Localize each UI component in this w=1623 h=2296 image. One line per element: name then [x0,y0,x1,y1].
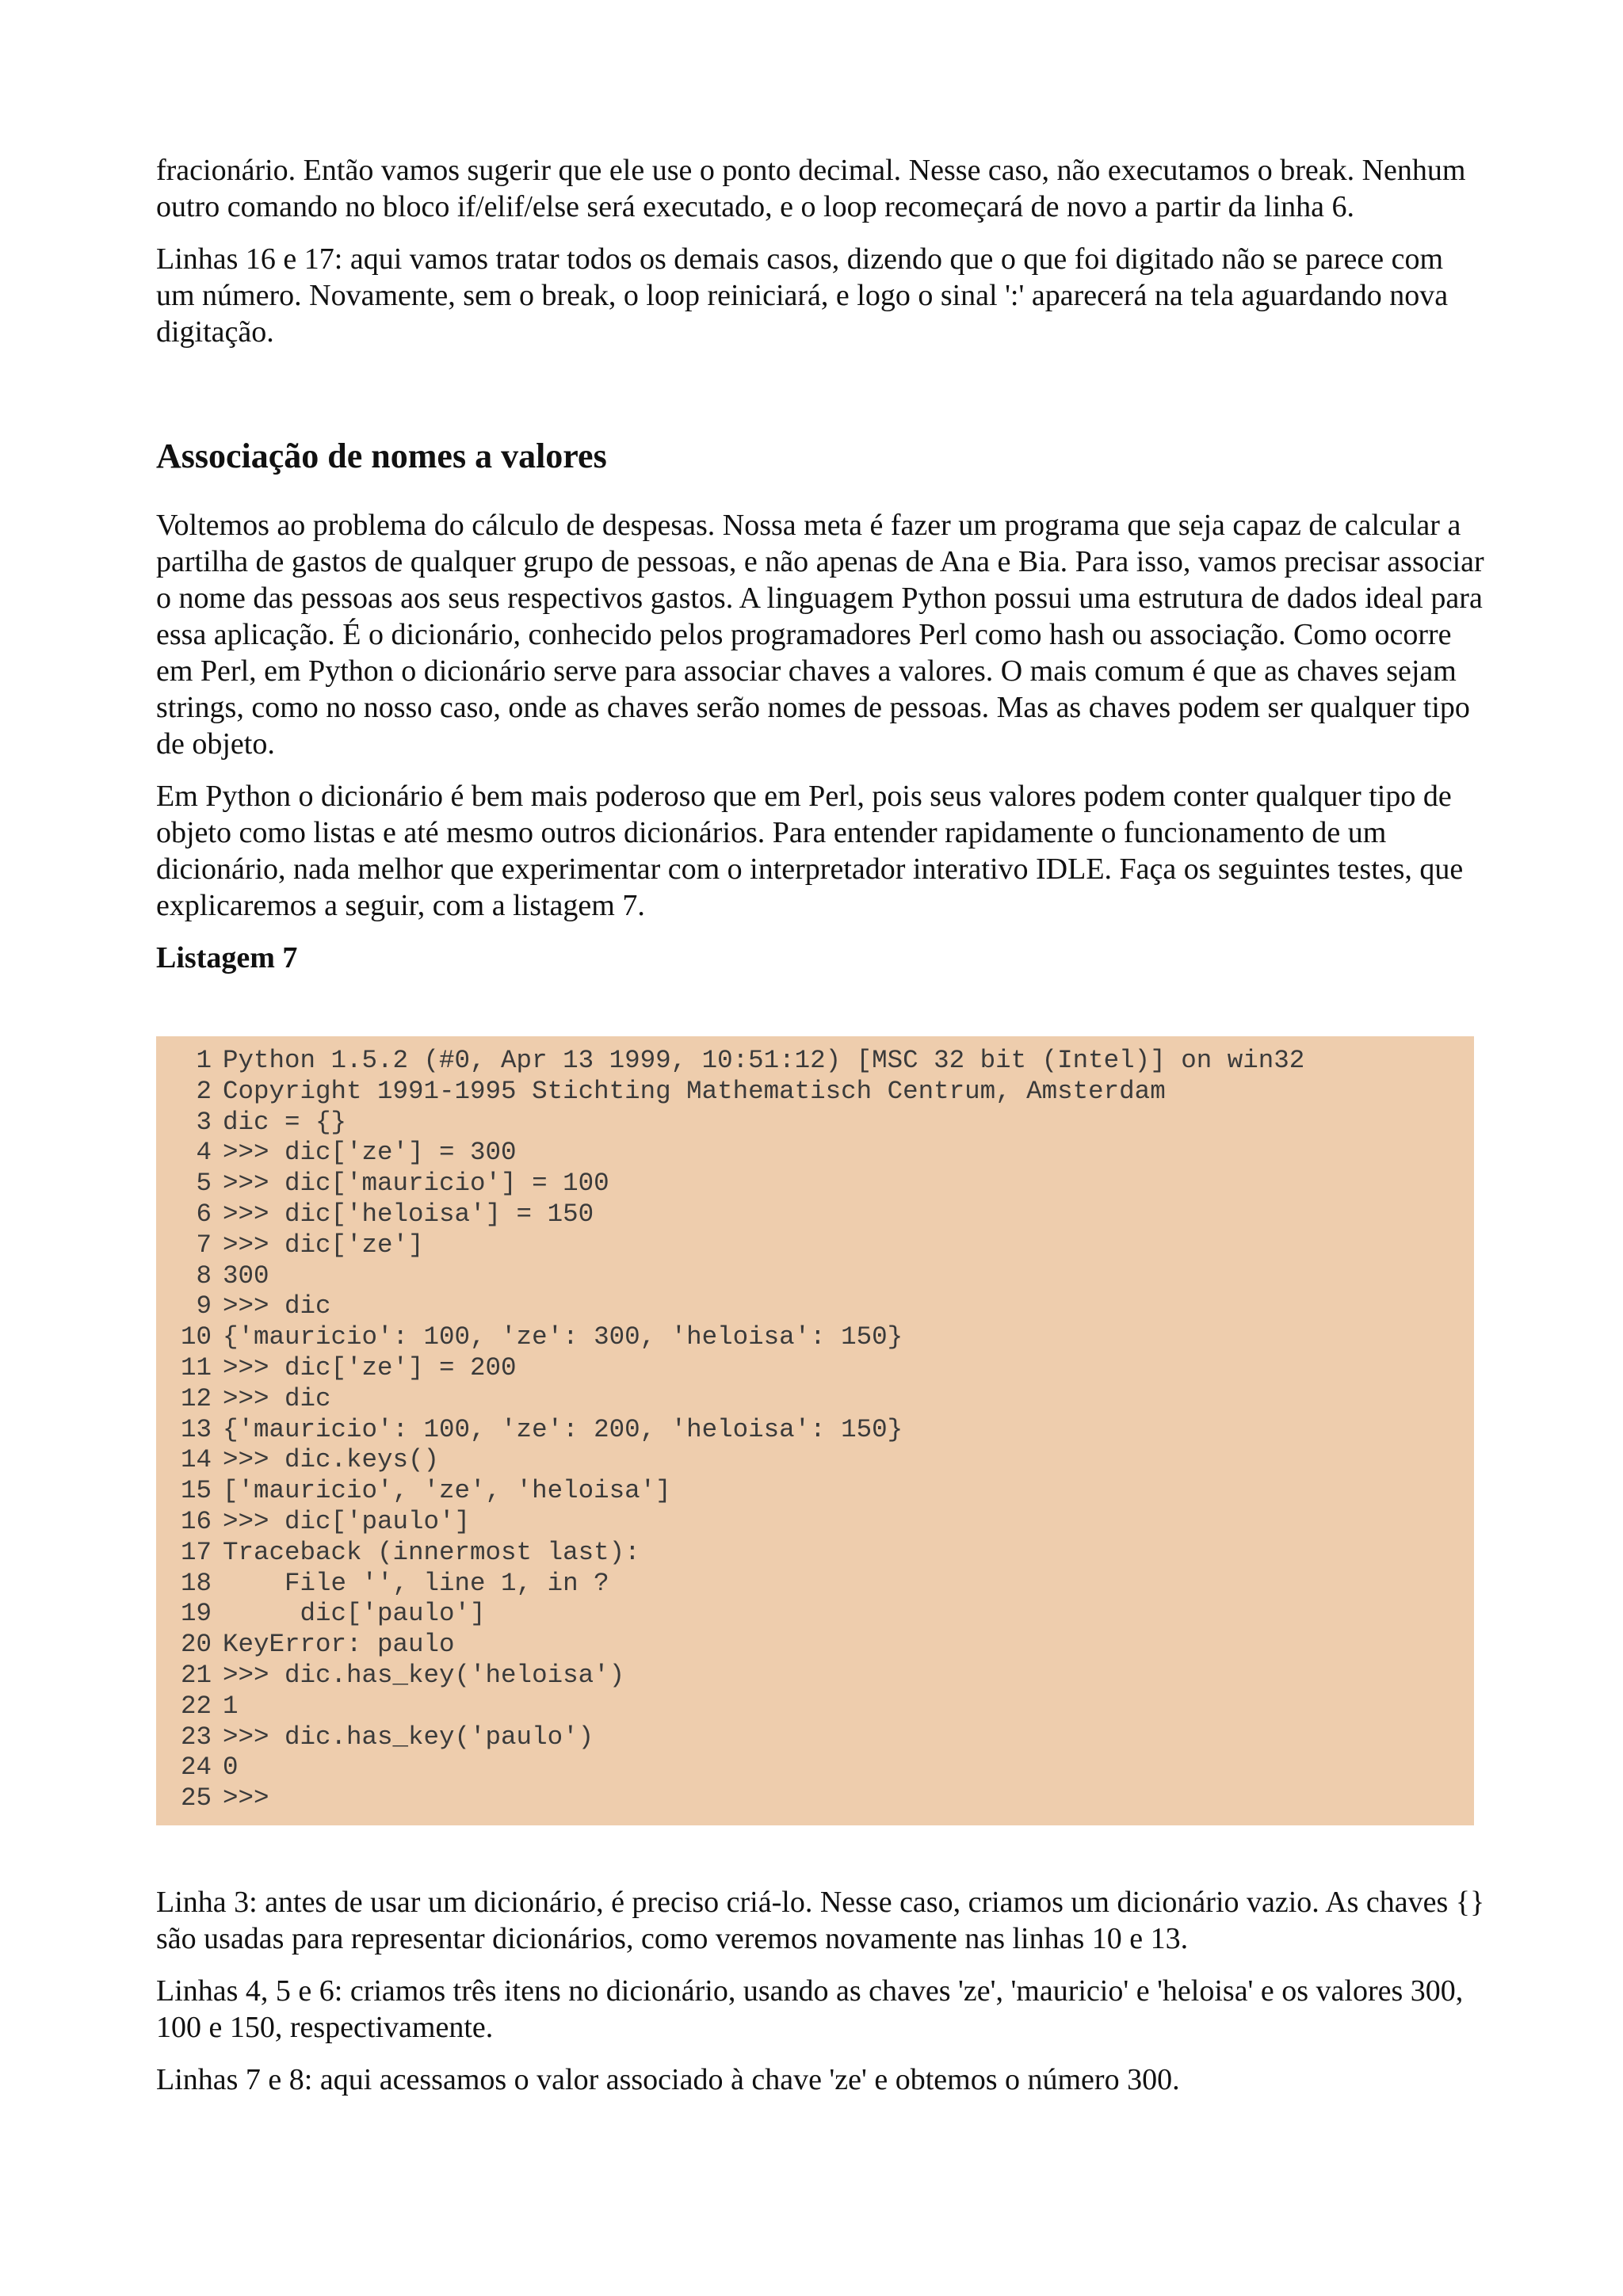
line-number: 11 [180,1352,212,1383]
document-page [156,152,1487,2114]
line-number: 2 [196,1076,212,1106]
code-line [156,1722,1474,1753]
code-line [156,1353,1474,1384]
code-line [156,1384,1474,1415]
code-line [156,1783,1474,1814]
code-line [156,1108,1474,1138]
section-heading: Associação de nomes a valores [156,437,607,475]
code-listing [156,1036,1474,1825]
code-text: {'mauricio': 100, 'ze': 300, 'heloisa': 150} [223,1322,903,1352]
code-text: Traceback (innermost last): [223,1537,640,1567]
code-line [156,1630,1474,1661]
code-text: >>> dic['mauricio'] = 100 [223,1169,609,1199]
line-number: 9 [196,1291,212,1322]
line-number: 15 [180,1476,212,1506]
line-number: 4 [196,1138,212,1168]
code-text: Copyright 1991-1995 Stichting Mathematisch Centrum, Amsterdam [223,1076,1166,1106]
code-text: Python 1.5.2 (#0, Apr 13 1999, 10:51:12) [MSC 32 bit (Intel)] on win32 [223,1046,1305,1075]
code-text: 0 [223,1753,239,1783]
code-text: >>> dic['ze'] [223,1230,424,1260]
code-line [156,1661,1474,1691]
code-line [156,1138,1474,1169]
code-line [156,1291,1474,1322]
code-text: File '', line 1, in ? [223,1568,609,1598]
line-number: 18 [180,1568,212,1598]
code-text: >>> dic['paulo'] [223,1506,471,1536]
line-number: 8 [196,1261,212,1291]
line-number: 22 [180,1691,212,1721]
line-number: 23 [180,1722,212,1752]
code-line [156,1569,1474,1600]
line-number: 6 [196,1199,212,1229]
listing-label: Listagem 7 [156,941,298,974]
code-text: >>> dic [223,1383,331,1413]
code-line [156,1415,1474,1446]
code-line [156,1199,1474,1230]
paragraph: Linhas 7 e 8: aqui acessamos o valor associado à chave 'ze' e obtemos o número 300. [156,2062,1180,2096]
line-number: 21 [180,1660,212,1690]
code-line [156,1046,1474,1077]
line-number: 25 [180,1783,212,1814]
code-line [156,1476,1474,1507]
line-number: 1 [196,1046,212,1075]
code-line [156,1507,1474,1538]
code-line [156,1753,1474,1783]
line-number: 16 [180,1506,212,1536]
line-number: 13 [180,1414,212,1444]
code-line [156,1169,1474,1199]
line-number: 20 [180,1630,212,1660]
paragraph: Em Python o dicionário é bem mais poderoso que em Perl, pois seus valores podem conter qualquer tipo de objeto como listas e até mesmo outros dicionários. Para entender rapidamente o funcionamento de um dicionário, nada melhor que experimentar com o interpretador interativo IDLE. Faça os seguintes testes, que explicaremos a seguir, com a listagem 7. [156,780,1464,922]
code-line [156,1599,1474,1630]
line-number: 12 [180,1383,212,1413]
paragraph: fracionário. Então vamos sugerir que ele use o ponto decimal. Nesse caso, não executamos o break. Nenhum outro comando no bloco if/elif/else será executado, e o loop recomeçará de novo a partir da linha 6. [156,154,1466,223]
code-text: {'mauricio': 100, 'ze': 200, 'heloisa': 150} [223,1414,903,1444]
line-number: 19 [180,1599,212,1629]
code-text: >>> dic [223,1291,331,1322]
code-line [156,1445,1474,1476]
code-line [156,1322,1474,1353]
code-text: >>> dic.has_key('paulo') [223,1722,594,1752]
line-number: 10 [180,1322,212,1352]
paragraph: Voltemos ao problema do cálculo de despesas. Nossa meta é fazer um programa que seja capaz de calcular a partilha de gastos de qualquer grupo de pessoas, e não apenas de Ana e Bia. Para isso, vamos precisar associar o nome das pessoas aos seus respectivos gastos. A linguagem Python possui uma estrutura de dados ideal para essa aplicação. É o dicionário, conhecido pelos programadores Perl como hash ou associação. Como ocorre em Perl, em Python o dicionário serve para associar chaves a valores. O mais comum é que as chaves sejam strings, como no nosso caso, onde as chaves serão nomes de pessoas. Mas as chaves podem ser qualquer tipo de objeto. [156,509,1484,761]
line-number: 3 [196,1107,212,1137]
code-text: dic = {} [223,1107,347,1137]
line-number: 17 [180,1537,212,1567]
code-line [156,1261,1474,1292]
paragraph: Linhas 16 e 17: aqui vamos tratar todos os demais casos, dizendo que o que foi digitado não se parece com um número. Novamente, sem o break, o loop reiniciará, e logo o sinal ':' aparecerá na tela aguardando nova digitação. [156,242,1449,349]
code-line [156,1077,1474,1108]
code-text: dic['paulo'] [223,1599,486,1629]
paragraph: Linhas 4, 5 e 6: criamos três itens no dicionário, usando as chaves 'ze', 'mauricio' e 'heloisa' e os valores 300, 100 e 150, respectivamente. [156,1974,1464,2044]
code-text: >>> dic['heloisa'] = 150 [223,1199,594,1229]
code-line [156,1230,1474,1261]
code-text: 300 [223,1261,269,1291]
code-text: KeyError: paulo [223,1630,455,1660]
code-line [156,1538,1474,1569]
code-text: >>> dic['ze'] = 300 [223,1138,517,1168]
code-text: ['mauricio', 'ze', 'heloisa'] [223,1476,671,1506]
line-number: 7 [196,1230,212,1260]
code-line [156,1691,1474,1722]
code-text: >>> dic['ze'] = 200 [223,1352,517,1383]
line-number: 24 [180,1753,212,1783]
code-text: >>> dic.has_key('heloisa') [223,1660,625,1690]
line-number: 14 [180,1445,212,1475]
line-number: 5 [196,1169,212,1199]
code-text: >>> [223,1783,269,1814]
code-text: >>> dic.keys() [223,1445,440,1475]
code-text: 1 [223,1691,239,1721]
paragraph: Linha 3: antes de usar um dicionário, é preciso criá-lo. Nesse caso, criamos um dicionário vazio. As chaves {} são usadas para representar dicionários, como veremos novamente nas linhas 10 e 13. [156,1885,1485,1955]
